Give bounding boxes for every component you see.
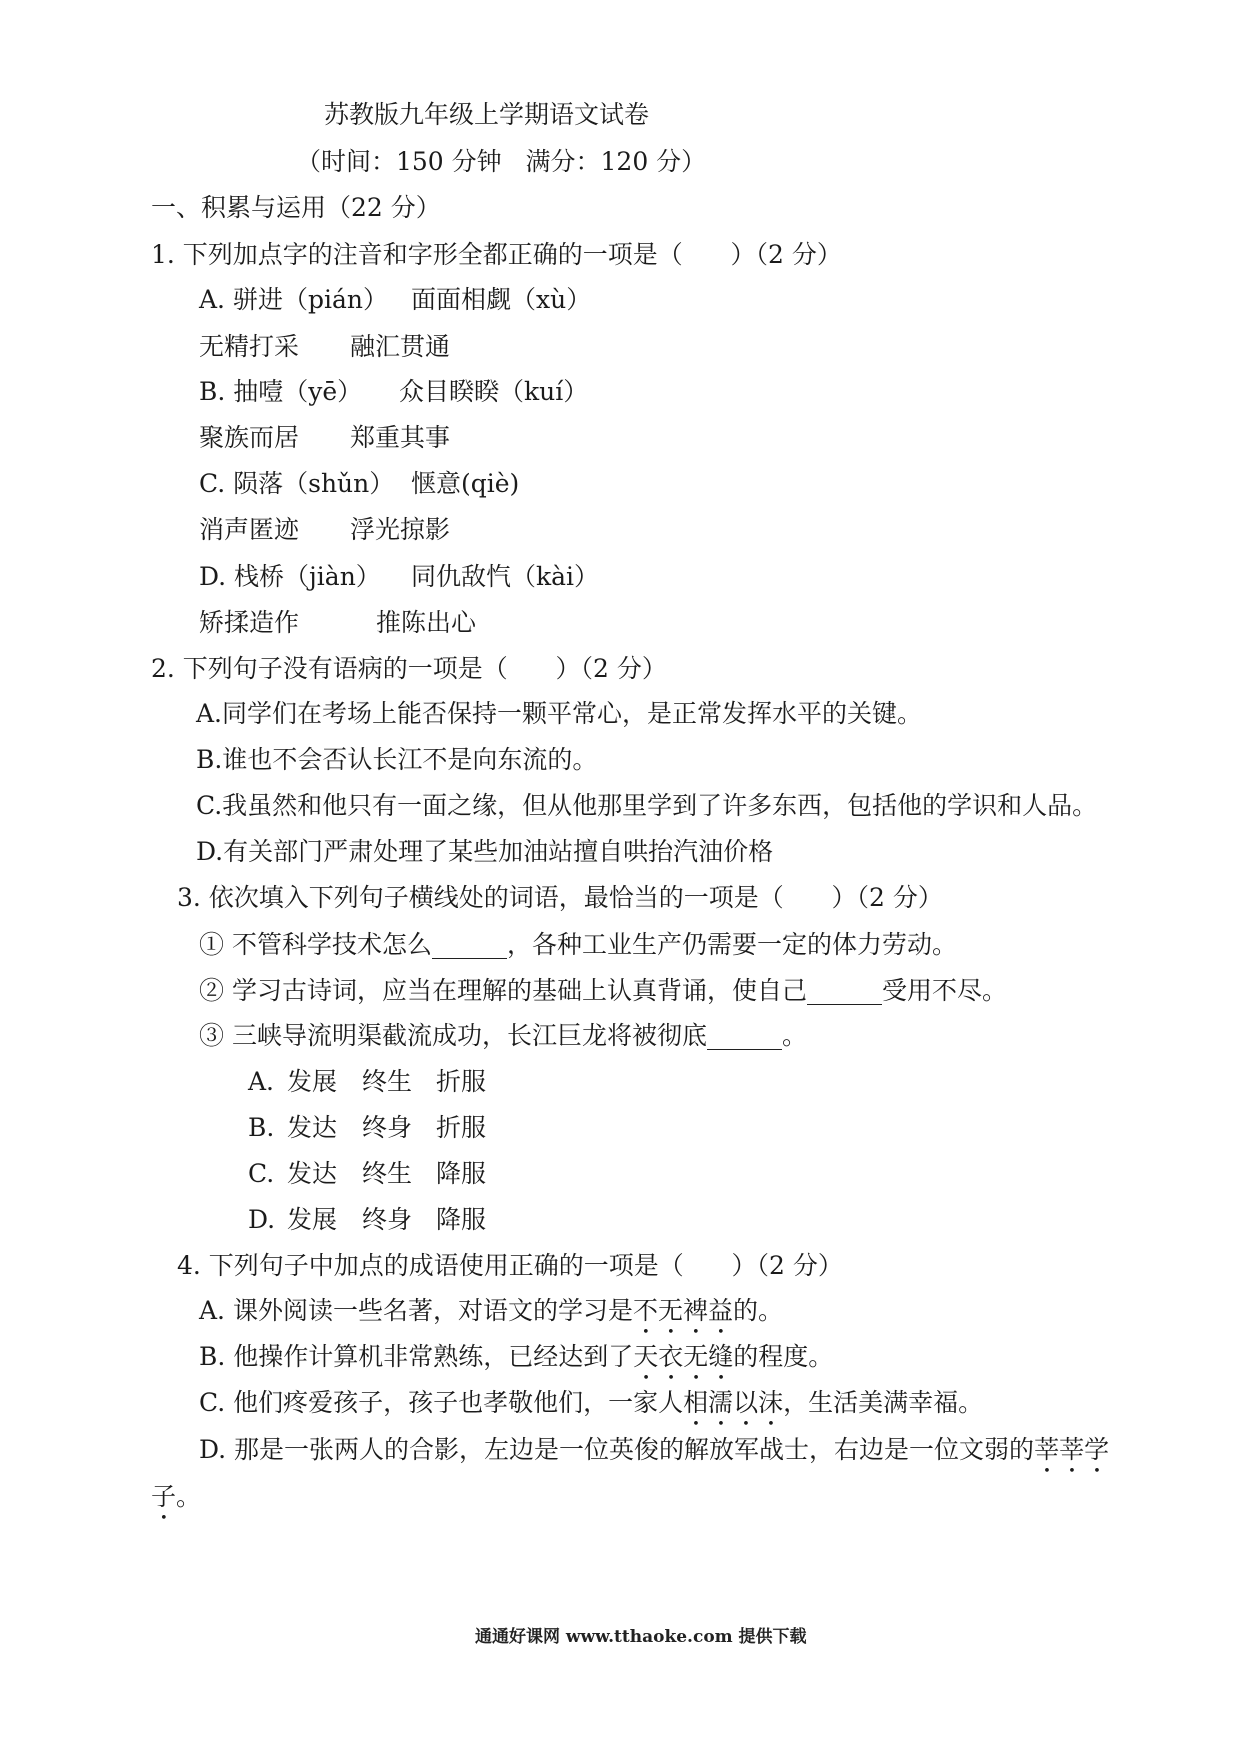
q3-sentence-2: ② 学习古诗词，应当在理解的基础上认真背诵，使自己______受用不尽。 [199, 976, 1007, 1005]
q3-option-a [0, 1067, 1234, 1097]
q3-option-c-word-1: 发达 [287, 1159, 338, 1188]
q3-option-a-word-3: 折服 [436, 1067, 487, 1096]
q4-option-d-line2 [151, 1482, 201, 1512]
q2-option-a: A.同学们在考场上能否保持一颗平常心，是正常发挥水平的关键。 [196, 699, 923, 728]
exam-title: 苏教版九年级上学期语文试卷 [324, 100, 650, 129]
q1-option-b-item3: 聚族而居 [199, 423, 300, 452]
q1-option-a-line1 [0, 285, 1234, 315]
q1-option-d-item4: 推陈出心 [376, 608, 477, 637]
q4-option-a-idiom: 不无裨益 [632, 1296, 733, 1325]
q1-option-c-line1 [0, 469, 1234, 499]
q1-option-c-line2 [0, 515, 1234, 545]
q4-stem: 4. 下列句子中加点的成语使用正确的一项是（ ）（2 分） [177, 1251, 843, 1280]
q2-option-c: C.我虽然和他只有一面之缘，但从他那里学到了许多东西，包括他的学识和人品。 [196, 791, 1098, 820]
q1-stem: 1. 下列加点字的注音和字形全都正确的一项是（ ）（2 分） [151, 240, 842, 269]
q3-option-d-word-2: 终身 [362, 1205, 413, 1234]
page-footer: 通通好课网 www.tthaoke.com 提供下载 [475, 1627, 807, 1647]
q3-option-d-word-3: 降服 [436, 1205, 487, 1234]
q4-option-d-text: D. 那是一张两人的合影，左边是一位英俊的解放军战士，右边是一位文弱的 [199, 1435, 1035, 1464]
q1-option-c-item3: 消声匿迹 [199, 515, 300, 544]
q1-option-b-line2 [0, 423, 1234, 453]
q4-option-b-tail: 的程度。 [733, 1342, 834, 1371]
q3-option-d [0, 1205, 1234, 1235]
q1-option-b-item2: 众目睽睽（kuí） [399, 377, 589, 406]
q3-option-b-word-1: 发达 [287, 1113, 338, 1142]
q1-option-a-item2: 面面相觑（xù） [411, 285, 592, 314]
q3-option-d-label: D. [248, 1205, 276, 1234]
q3-option-c [0, 1159, 1234, 1189]
q4-option-a [199, 1296, 783, 1326]
q3-option-b-word-2: 终身 [362, 1113, 413, 1142]
q3-option-b-label: B. [248, 1113, 275, 1142]
q2-option-b: B.谁也不会否认长江不是向东流的。 [196, 745, 598, 774]
q1-option-d-line2 [0, 608, 1234, 638]
q4-option-a-text: A. 课外阅读一些名著，对语文的学习是 [199, 1296, 633, 1325]
q3-option-c-word-2: 终生 [362, 1159, 413, 1188]
q2-stem: 2. 下列句子没有语病的一项是（ ）（2 分） [151, 654, 667, 683]
q4-option-b [199, 1342, 833, 1372]
q3-option-a-label: A. [248, 1067, 275, 1096]
q3-option-d-word-1: 发展 [287, 1205, 338, 1234]
q4-option-c-tail: ，生活美满幸福。 [783, 1388, 984, 1417]
q4-option-c-idiom: 相濡以沫 [683, 1388, 784, 1417]
q3-sentence-1: ① 不管科学技术怎么______，各种工业生产仍需要一定的体力劳动。 [199, 930, 957, 959]
q3-stem: 3. 依次填入下列句子横线处的词语，最恰当的一项是（ ）（2 分） [177, 883, 943, 912]
q1-option-d-item3: 矫揉造作 [199, 608, 300, 637]
q1-option-a-item3: 无精打采 [199, 332, 300, 361]
q4-option-c [199, 1388, 983, 1418]
q4-option-b-idiom: 天衣无缝 [633, 1342, 734, 1371]
exam-subtitle: （时间：150 分钟 满分：120 分） [296, 147, 707, 176]
q4-option-b-text: B. 他操作计算机非常熟练，已经达到了 [199, 1342, 634, 1371]
q1-option-d-item2: 同仇敌忾（kài） [411, 562, 600, 591]
q4-option-c-text: C. 他们疼爱孩子，孩子也孝敬他们，一家人 [199, 1388, 684, 1417]
q4-option-a-tail: 的。 [732, 1296, 783, 1325]
q1-option-a-line2 [0, 332, 1234, 362]
q3-sentence-3: ③ 三峡导流明渠截流成功，长江巨龙将被彻底______。 [199, 1021, 807, 1050]
q1-option-d-item1: D. 栈桥（jiàn） [199, 562, 381, 591]
q1-option-c-item2: 惬意(qiè) [411, 469, 520, 498]
q3-option-c-label: C. [248, 1159, 275, 1188]
q1-option-b-item4: 郑重其事 [350, 423, 451, 452]
q1-option-d-line1 [0, 562, 1234, 592]
q3-option-b-word-3: 折服 [436, 1113, 487, 1142]
q1-option-b-line1 [0, 377, 1234, 407]
q4-option-d-tail: 。 [176, 1482, 202, 1511]
q3-option-b [0, 1113, 1234, 1143]
q4-option-d-idiom-cont: 子 [151, 1482, 177, 1511]
q1-option-a-item4: 融汇贯通 [350, 332, 451, 361]
q4-option-d-line1 [199, 1435, 1109, 1465]
q3-option-c-word-3: 降服 [436, 1159, 487, 1188]
q1-option-c-item1: C. 陨落（shǔn） [199, 469, 395, 498]
q4-option-d-idiom: 莘莘学 [1034, 1435, 1110, 1464]
section-heading: 一、积累与运用（22 分） [151, 193, 441, 222]
q1-option-c-item4: 浮光掠影 [350, 515, 451, 544]
q3-option-a-word-2: 终生 [362, 1067, 413, 1096]
q1-option-b-item1: B. 抽噎（yē） [199, 377, 363, 406]
q1-option-a-item1: A. 骈进（pián） [199, 285, 388, 314]
q2-option-d: D.有关部门严肃处理了某些加油站擅自哄抬汽油价格 [196, 837, 774, 866]
q3-option-a-word-1: 发展 [287, 1067, 338, 1096]
